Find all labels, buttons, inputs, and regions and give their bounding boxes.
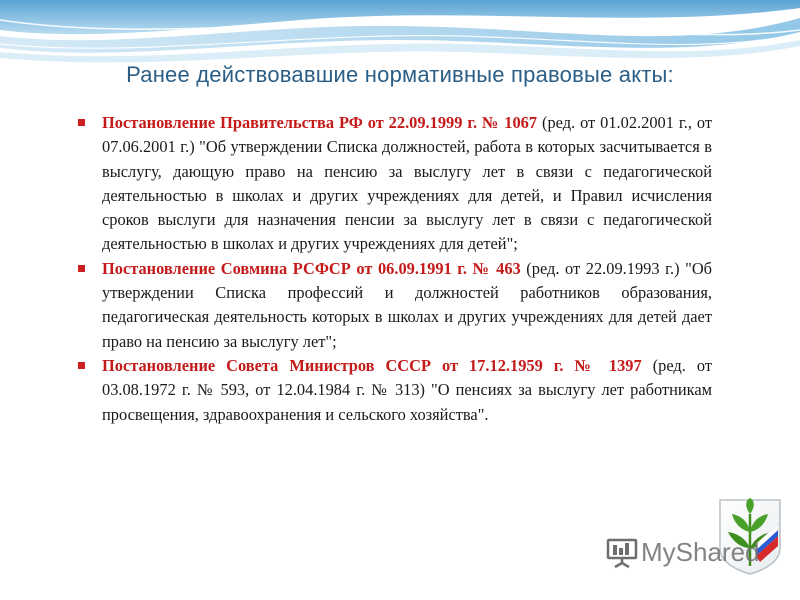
square-bullet-icon [78, 265, 85, 272]
presentation-screen-icon [605, 536, 639, 570]
square-bullet-icon [78, 119, 85, 126]
item-text: (ред. от 03.08.1972 г. № 593, от 12.04.1984 г. № 313) "О пенсиях за выслугу лет работникам просвещения, здравоохранения и сельского хозяйства". [102, 355, 712, 424]
header-wave-decoration [0, 0, 800, 70]
list-item [78, 354, 712, 427]
item-emphasis: Постановление Совмина РСФСР от 06.09.1991 г. № 463 [102, 258, 521, 278]
watermark-text: MyShared [641, 537, 760, 567]
content-list [78, 111, 712, 427]
slide-title: Ранее действовавшие нормативные правовые акты: [126, 62, 674, 87]
item-text: (ред. от 22.09.1993 г.) "Об утверждении Списка профессий и должностей работников образования, педагогическая деятельность которых в школах и других учреждениях для детей дает право на пенсию за выслугу лет"; [102, 258, 712, 351]
item-emphasis: Постановление Правительства РФ от 22.09.1999 г. № 1067 [102, 113, 538, 132]
list-item [78, 111, 712, 257]
item-text: (ред. от 01.02.2001 г., от 07.06.2001 г.) "Об утверждении Списка должностей, работа в которых засчитывается в выслугу, дающую право на пенсию за выслугу лет в связи с педагогической деятельностью в школах и других учреждениях для детей, и Правил исчисления сроков выслуги для назначения пенсии за выслугу лет в связи с педагогической деятельностью в школах и других учреждениях для детей"; [102, 113, 713, 254]
list-item [78, 257, 712, 354]
watermark [605, 536, 785, 570]
item-emphasis: Постановление Совета Министров СССР от 17.12.1959 г. № 1397 [102, 355, 642, 375]
square-bullet-icon [78, 362, 85, 369]
